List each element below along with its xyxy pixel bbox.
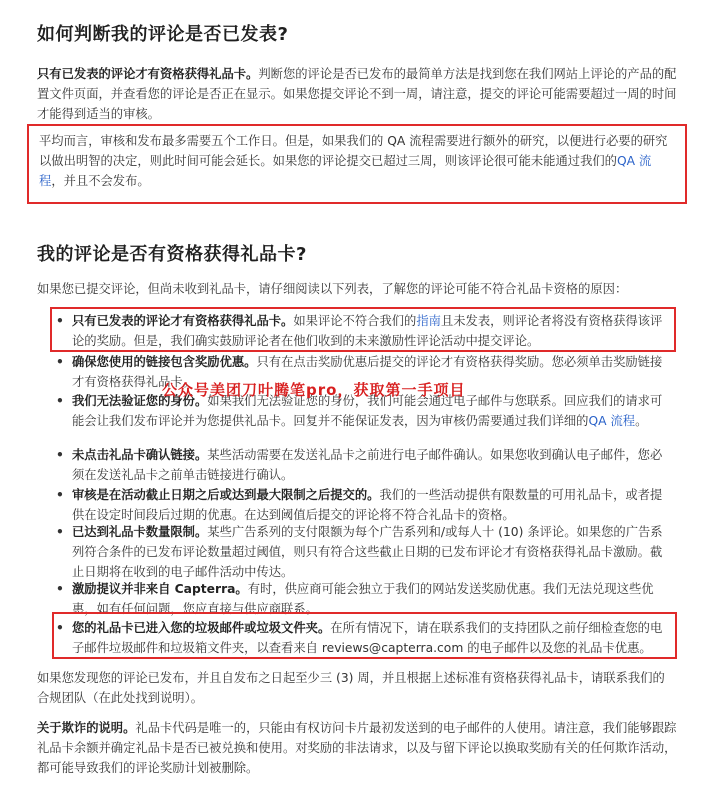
section2-intro: 如果您已提交评论，但尚未收到礼品卡，请仔细阅读以下列表，了解您的评论可能不符合礼品卡资格的原因： bbox=[37, 282, 628, 296]
item-title: 激励提议并非来自 Capterra。 bbox=[72, 582, 248, 596]
item-title: 我们无法验证您的身份。 bbox=[72, 394, 208, 408]
list-item bbox=[54, 445, 674, 485]
item-title: 未点击礼品卡确认链接。 bbox=[72, 448, 208, 462]
section1-heading: 如何判断我的评论是否已发表? bbox=[37, 24, 289, 45]
item-text: 如果评论不符合我们的 bbox=[293, 314, 417, 328]
p1-bold: 只有已发表的评论才有资格获得礼品卡。 bbox=[37, 67, 259, 81]
item-text: 只有在点击奖励优惠后提交的评论才有资格获得奖励。您必须单击奖励链接才有资格获得礼品卡。 bbox=[72, 355, 663, 389]
section1-paragraph-1 bbox=[37, 64, 677, 124]
p2-text: 平均而言，审核和发布最多需要五个工作日。但是，如果我们的 QA 流程需要进行额外的研究，以便进行必要的研究以做出明智的决定，则此时间可能会延长。如果您的评论提交已超过三周，则该评论很可能未能通过我们的 bbox=[39, 134, 668, 168]
fraud-bold: 关于欺诈的说明。 bbox=[37, 721, 136, 735]
section1-paragraph-2 bbox=[39, 131, 671, 191]
qa-process-link[interactable]: QA 流程 bbox=[39, 154, 652, 188]
fraud-note-paragraph bbox=[37, 718, 677, 778]
item-text: 。 bbox=[635, 414, 648, 428]
highlight-box-3 bbox=[52, 612, 677, 659]
fraud-text: 礼品卡代码是唯一的，只能由有权访问卡片最初发送到的电子邮件的人使用。请注意，我们能够跟踪礼品卡余额并确定礼品卡是否已被兑换和使用。对奖励的非法请求，以及与留下评论以换取奖励有关的任何欺诈活动，都可能导致我们的评论奖励计划被删除。 bbox=[37, 721, 677, 775]
item-text: 某些广告系列的支付限额为每个广告系列和/或每人十 (10) 条评论。如果您的广告系列符合条件的已发布评论数量超过阈值，则只有符合这些截止日期的已发布评论才有资格获得礼品卡激励。截止日期将在收到的电子邮件活动中传达。 bbox=[72, 525, 663, 579]
list-item bbox=[54, 311, 674, 351]
item-text: 我们的一些活动提供有限数量的可用礼品卡，或者提供在设定时间段后过期的优惠。在达到阈值后提交的评论将不符合礼品卡的资格。 bbox=[72, 488, 663, 522]
section2-heading: 我的评论是否有资格获得礼品卡? bbox=[37, 244, 307, 265]
item-text: 有时，供应商可能会独立于我们的网站发送奖励优惠。我们无法兑现这些优惠，如有任何问题，您应直接与供应商联系。 bbox=[72, 582, 654, 616]
item-title: 已达到礼品卡数量限制。 bbox=[72, 525, 208, 539]
p2-tail: ，并且不会发布。 bbox=[51, 174, 150, 188]
item-text: 如果我们无法验证您的身份，我们可能会通过电子邮件与您联系。回应我们的请求可能会让我们发布评论并为您提供礼品卡。回复并不能保证发表，因为审核仍需要通过我们详细的 bbox=[72, 394, 663, 428]
item-title: 只有已发表的评论才有资格获得礼品卡。 bbox=[72, 314, 294, 328]
item-text: 某些活动需要在发送礼品卡之前进行电子邮件确认。如果您收到确认电子邮件，您必须在发送礼品卡之前单击链接进行确认。 bbox=[72, 448, 663, 482]
section2-after-paragraph: 如果您发现您的评论已发布，并且自发布之日起至少三 (3) 周，并且根据上述标准有资格获得礼品卡，请联系我们的合规团队（在此处找到说明）。 bbox=[37, 671, 665, 705]
item-title: 审核是在活动截止日期之后或达到最大限制之后提交的。 bbox=[72, 488, 380, 502]
item-text: 在所有情况下，请在联系我们的支持团队之前仔细检查您的电子邮件垃圾邮件和垃圾箱文件夹，以查看来自 reviews@capterra.com 的电子邮件以及您的礼品卡优惠。 bbox=[72, 621, 663, 655]
guidelines-link[interactable]: 指南 bbox=[416, 314, 441, 328]
watermark-text: 公众号美团刀叶腾笔pro，获取第一手项目 bbox=[162, 381, 466, 399]
qa-process-link-2[interactable]: QA 流程 bbox=[588, 414, 636, 428]
item-text: 且未发表，则评论者将没有资格获得该评论的奖励。但是，我们确实鼓励评论者在他们收到的未来激励性评论活动中提交评论。 bbox=[72, 314, 663, 348]
list-item bbox=[54, 485, 674, 525]
item-title: 您的礼品卡已进入您的垃圾邮件或垃圾文件夹。 bbox=[72, 621, 331, 635]
item-title: 确保您使用的链接包含奖励优惠。 bbox=[72, 355, 257, 369]
p1-text: 判断您的评论是否已发布的最简单方法是找到您在我们网站上评论的产品的配置文件页面，并查看您的评论是否正在显示。如果您提交评论不到一周，请注意，提交的评论可能需要超过一周的时间才能得到适当的审核。 bbox=[37, 67, 677, 121]
list-item bbox=[54, 522, 674, 582]
